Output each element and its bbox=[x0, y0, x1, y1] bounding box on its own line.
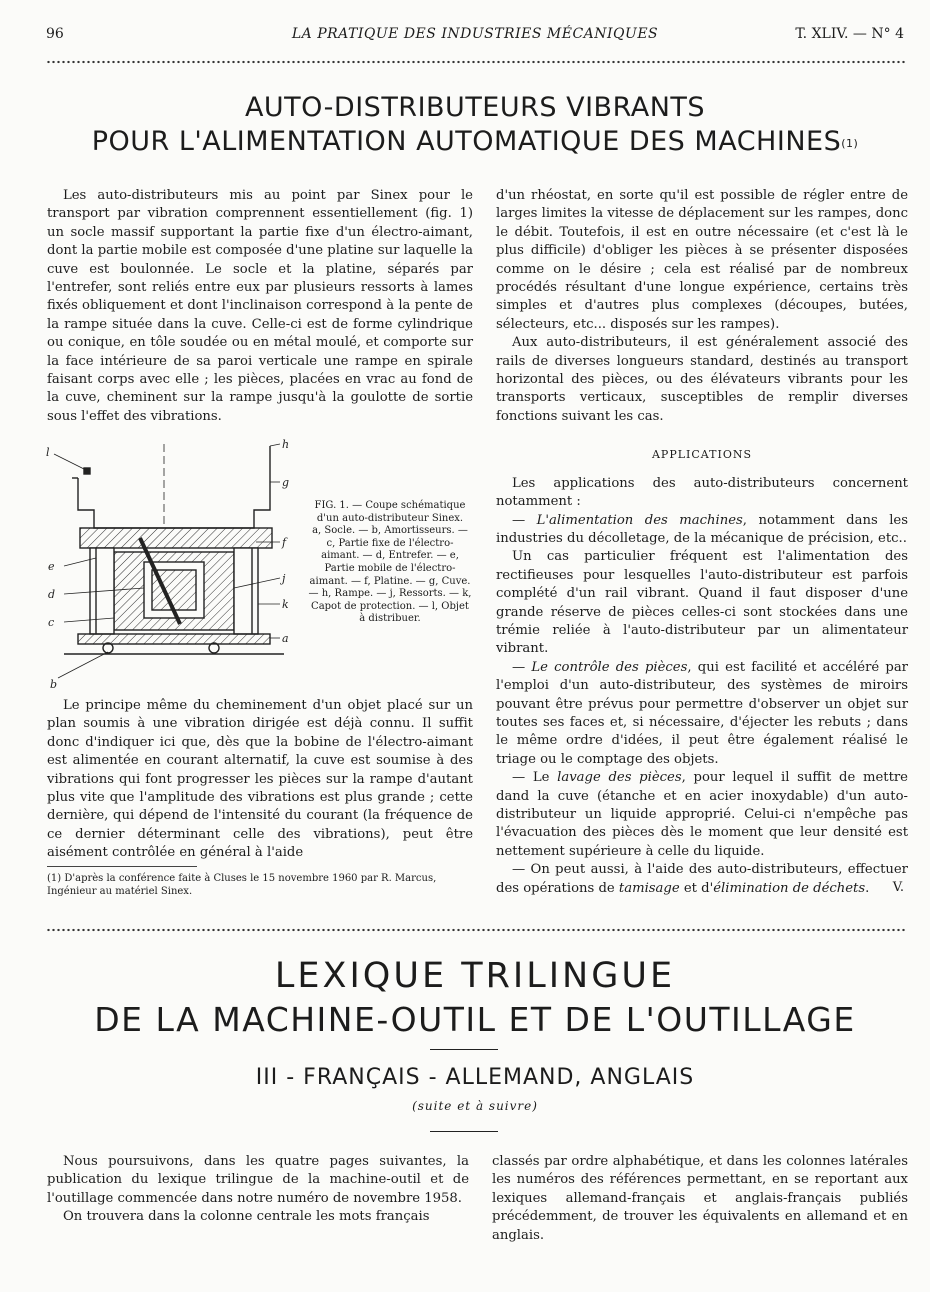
label-b: b bbox=[50, 678, 58, 690]
footnote: (1) D'après la conférence faite à Cluses le 15 novembre 1960 par R. Marcus, Ingénieur au matériel Sinex. bbox=[47, 873, 437, 897]
paragraph: — Le contrôle des pièces, qui est facilité et accéléré par l'emploi d'un auto-distributeur, des systèmes de miroirs pouvant être prévus pour permettre d'observer un objet sur toutes ses faces et, si nécessaire, d'éjecter les rebuts ; dans le même ordre d'idées, il peut être également réalisé le triage ou le comptage des objets. bbox=[496, 659, 908, 767]
paragraph: Nous poursuivons, dans les quatre pages suivantes, la publication du lexique trilingue de la machine-outil et de l'outillage commencée dans notre numéro de novembre 1958. bbox=[47, 1154, 469, 1206]
lexicon-title-line2: DE LA MACHINE-OUTIL ET DE L'OUTILLAGE bbox=[94, 1000, 856, 1039]
author-signature: V. bbox=[892, 880, 904, 895]
paragraph: classés par ordre alphabétique, et dans les colonnes latérales les numéros des références permettant, en se reportant aux lexiques allemand-français et anglais-français publiés précédemment, de trouver les équivalents en allemand et en anglais. bbox=[492, 1154, 908, 1243]
paragraph: Les auto-distributeurs mis au point par Sinex pour le transport par vibration comprennent essentiellement (fig. 1) un socle massif supportant la partie fixe d'un électro-aimant, dont la partie mobile est composée d'une platine sur laquelle la cuve est boulonnée. Le socle et la platine, séparés par l'entrefer, sont reliés entre eux par plusieurs ressorts à lames fixés obliquement et dont l'inclinaison correspond à la pente de la rampe située dans la cuve. Celle-ci est de forme cylindrique ou conique, en tôle soudée ou en métal moulé, et comporte sur la face intérieure de sa paroi verticale une rampe en spirale faisant corps avec elle ; les pièces, placées en vrac au fond de la cuve, cheminent sur la rampe jusqu'à la goulotte de sortie sous l'effet des vibrations. bbox=[47, 188, 473, 424]
figure-caption bbox=[308, 500, 472, 626]
label-l: l bbox=[46, 446, 50, 459]
label-h: h bbox=[282, 438, 290, 451]
paragraph: — L'alimentation des machines, notamment dans les industries du décolletage, de la mécanique de précision, etc.. bbox=[496, 512, 908, 546]
issue-number: T. XLIV. — N° 4 bbox=[795, 26, 904, 42]
paragraph: d'un rhéostat, en sorte qu'il est possible de régler entre de larges limites la vitesse de déplacement sur les rampes, donc le débit. Toutefois, il est en outre nécessaire (et c'est là le plus difficile) d'obliger les pièces à se présenter disposées comme on le désire ; cela est réalisé par de nombreux procédés résultant d'une longue expérience, certains très simples et d'autres plus complexes (découpes, butées, sélecteurs, etc... disposés sur les rampes). bbox=[496, 188, 908, 332]
footnote-rule bbox=[47, 866, 197, 867]
title-rule-2 bbox=[430, 1131, 498, 1132]
label-g: g bbox=[282, 476, 290, 489]
label-d: d bbox=[48, 588, 56, 601]
article-title bbox=[40, 91, 910, 159]
figure-diagram bbox=[44, 438, 302, 690]
paragraph: Les applications des auto-distributeurs concernent notamment : bbox=[496, 475, 908, 510]
article-title-line1: AUTO-DISTRIBUTEURS VIBRANTS bbox=[244, 92, 706, 123]
running-header bbox=[46, 26, 904, 46]
dotted-divider-top bbox=[46, 60, 906, 64]
title-footnote-ref: (1) bbox=[841, 137, 859, 150]
label-e: e bbox=[48, 560, 55, 573]
lexicon-note: (suite et à suivre) bbox=[412, 1099, 538, 1113]
caption-body: a, Socle. — b, Amortisseurs. — c, Partie fixe de l'électro-aimant. — d, Entrefer. — e, Partie mobile de l'électro-aimant. — f, Platine. — g, Cuve. — h, Rampe. — j, Ressorts. — k, Capot de protection. — l, Objet à distribuer. bbox=[308, 525, 472, 625]
applications-heading: APPLICATIONS bbox=[651, 448, 753, 462]
label-f: f bbox=[282, 536, 287, 549]
paragraph: Un cas particulier fréquent est l'alimentation des rectifieuses pour lesquelles l'auto-distributeur est parfois complété d'un rail vibrant. Quand il faut disposer d'une grande réserve de pièces celles-ci sont stockées dans une trémie reliée à l'auto-distributeur par un alimentateur vibrant. bbox=[496, 549, 908, 657]
title-rule-1 bbox=[430, 1049, 498, 1050]
cross-section-drawing bbox=[44, 438, 302, 690]
caption-head: FIG. 1. — Coupe schématique d'un auto-distributeur Sinex. bbox=[314, 500, 466, 524]
article1-left-column-top bbox=[47, 187, 473, 426]
label-a: a bbox=[282, 632, 289, 645]
label-c: c bbox=[48, 616, 55, 629]
label-k: k bbox=[282, 598, 289, 611]
lexicon-left-column bbox=[47, 1153, 469, 1227]
article1-right-column bbox=[496, 187, 908, 898]
article1-left-column-bottom bbox=[47, 697, 473, 863]
lexicon-right-column bbox=[492, 1153, 908, 1245]
lexicon-title-line1: LEXIQUE TRILINGUE bbox=[274, 956, 676, 996]
paragraph: — On peut aussi, à l'aide des auto-distributeurs, effectuer des opérations de tamisage et d'élimination de déchets. bbox=[496, 862, 908, 896]
article-title-line2: POUR L'ALIMENTATION AUTOMATIQUE DES MACHINES$^{(1)}$ bbox=[91, 126, 859, 157]
label-j: j bbox=[282, 572, 286, 585]
paragraph: Aux auto-distributeurs, il est généralement associé des rails de diverses longueurs standard, destinés au transport horizontal des pièces, ou des élévateurs vibrants pour les transports verticaux, susceptibles de remplir diverses fonctions suivant les cas. bbox=[496, 335, 908, 424]
paragraph: Le principe même du cheminement d'un objet placé sur un plan soumis à une vibration dirigée est déjà connu. Il suffit donc d'indiquer ici que, dès que la bobine de l'électro-aimant est alimentée en courant alternatif, la cuve est soumise à des vibrations qui font progresser les pièces sur la rampe d'autant plus vite que l'amplitude des vibrations est plus grande ; cette dernière, qui dépend de l'intensité du courant (la fréquence de ce dernier déterminant celle des vibrations), peut être aisément contrôlée en général à l'aide bbox=[47, 698, 473, 861]
lexicon-subtitle: III - FRANÇAIS - ALLEMAND, ANGLAIS bbox=[255, 1065, 695, 1090]
paragraph: — Le lavage des pièces, pour lequel il suffit de mettre dand la cuve (étanche et en acier inoxydable) d'un auto-distributeur un liquide approprié. Celui-ci n'empêche pas l'évacuation des pièces dès le moment que leur densité est nettement supérieure à celle du liquide. bbox=[496, 770, 908, 859]
page-number: 96 bbox=[46, 26, 64, 42]
dotted-divider-middle bbox=[46, 928, 906, 932]
journal-title: LA PRATIQUE DES INDUSTRIES MÉCANIQUES bbox=[291, 26, 659, 42]
paragraph: On trouvera dans la colonne centrale les mots français bbox=[63, 1209, 430, 1225]
